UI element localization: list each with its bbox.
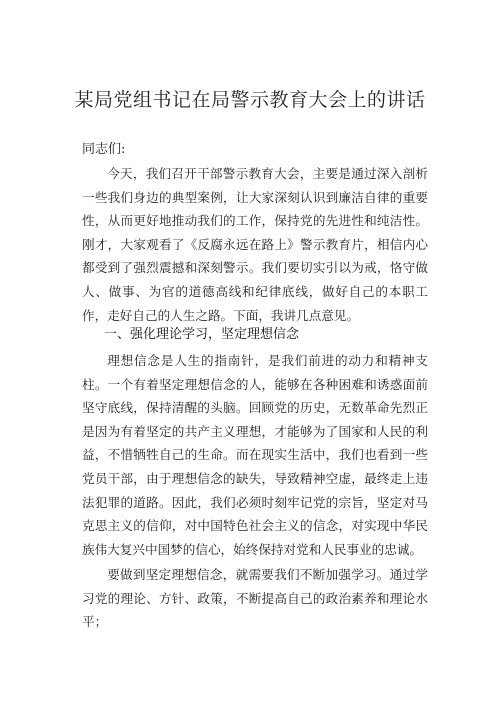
paragraph-ideals: 理想信念是人生的指南针，是我们前进的动力和精神支柱。一个有着坚定理想信念的人，能够在各种困难和诱惑面前坚守底线，保持清醒的头脑。回顾党的历史，无数革命先烈正是因为有着坚定的共产主义理想，才能够为了国家和人民的利益，不惜牺牲自己的生命。而在现实生活中，我们也看到一些党员干部，由于理想信念的缺失，导致精神空虚，最终走上违法犯罪的道路。因此，我们必须时刻牢记党的宗旨，坚定对马克思主义的信仰，对中国特色社会主义的信念，对实现中华民族伟大复兴中国梦的信心，始终保持对党和人民事业的忠诚。 xyxy=(82,353,428,557)
section-heading-1: 一、强化理论学习，坚定理想信念 xyxy=(104,327,300,342)
paragraph-study: 要做到坚定理想信念，就需要我们不断加强学习。通过学习党的理论、方针、政策，不断提高自己的政治素养和理论水平； xyxy=(82,567,428,630)
document-title: 某局党组书记在局警示教育大会上的讲话 xyxy=(74,89,426,111)
paragraph-intro: 今天，我们召开干部警示教育大会，主要是通过深入剖析一些我们身边的典型案例，让大家深刻认识到廉洁自律的重要性，从而更好地推动我们的工作，保持党的先进性和纯洁性。刚才，大家观看了《反腐永远在路上》警示教育片，相信内心都受到了强烈震撼和深刻警示。我们要切实引以为戒，恪守做人、做事、为官的道德高线和纪律底线，做好自己的本职工作，走好自己的人生之路。下面，我讲几点意见。 xyxy=(82,166,428,323)
greeting: 同志们: xyxy=(82,142,126,157)
